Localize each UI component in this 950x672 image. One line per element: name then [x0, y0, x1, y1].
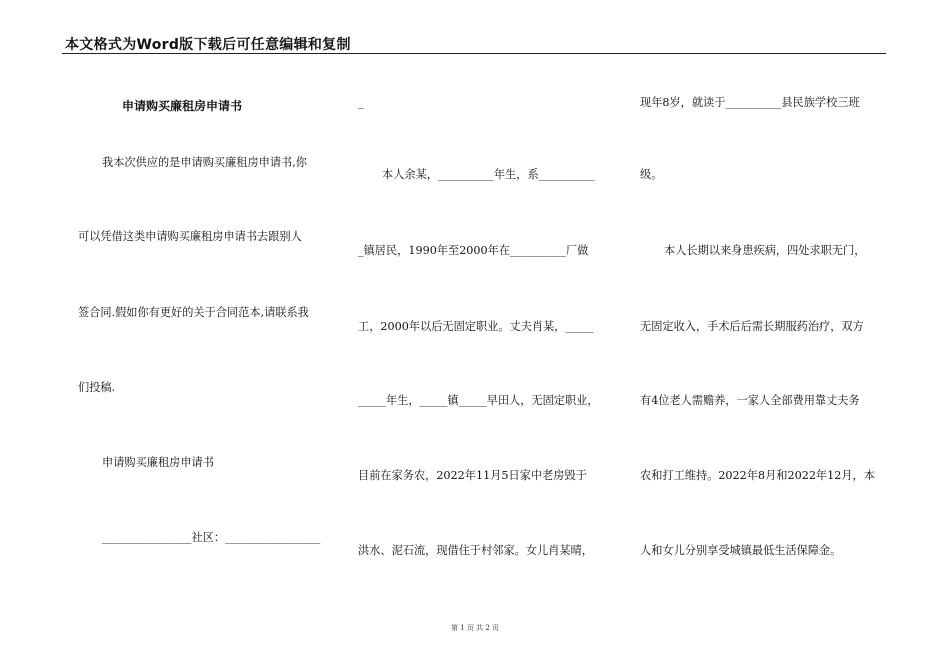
subtitle-line: 申请购买廉租房申请书 — [102, 456, 214, 469]
paragraph-line: 无固定收入，手术后后需长期服药治疗，双方 — [640, 320, 864, 333]
paragraph-line: 人和女儿分别享受城镇最低生活保障金。 — [640, 544, 842, 557]
paragraph-line: 可以凭借这类申请购买廉租房申请书去跟别人 — [78, 230, 302, 243]
paragraph-line: 农和打工维持。2022年8月和2022年12月，本 — [640, 469, 875, 482]
document-header: 本文格式为Word版下载后可任意编辑和复制 — [65, 37, 351, 53]
paragraph-line: 本人长期以来身患疾病，四处求职无门， — [664, 244, 866, 257]
document-title: 申请购买廉租房申请书 — [122, 99, 243, 113]
paragraph-line: 洪水、泥石流，现借住于村邻家。女儿肖某晴， — [358, 544, 593, 557]
paragraph-line: 我本次供应的是申请购买廉租房申请书,你 — [102, 156, 307, 169]
paragraph-line: 工，2000年以后无固定职业。丈夫肖某，_____ — [358, 320, 594, 333]
paragraph-line: 级。 — [640, 168, 663, 181]
paragraph-line: 签合同.假如你有更好的关于合同范本,请联系我 — [78, 306, 309, 319]
paragraph-line: 本人余某，__________年生，系__________ — [382, 168, 595, 181]
header-divider — [62, 53, 886, 54]
paragraph-line: 现年8岁，就读于__________县民族学校三班 — [640, 96, 860, 109]
community-line: ________________社区：_________________ — [102, 531, 321, 544]
paragraph-line: 有4位老人需赡养，一家人全部费用靠丈夫务 — [640, 394, 860, 407]
page-number-footer: 第 1 页 共 2 页 — [450, 624, 500, 632]
paragraph-line: 目前在家务农，2022年11月5日家中老房毁于 — [358, 469, 587, 482]
paragraph-line: _ — [358, 96, 364, 109]
paragraph-line: _镇居民，1990年至2000年在__________厂做 — [358, 244, 589, 257]
paragraph-line: _____年生，_____镇_____早田人，无固定职业， — [358, 394, 599, 407]
paragraph-line: 们投稿. — [78, 381, 116, 394]
